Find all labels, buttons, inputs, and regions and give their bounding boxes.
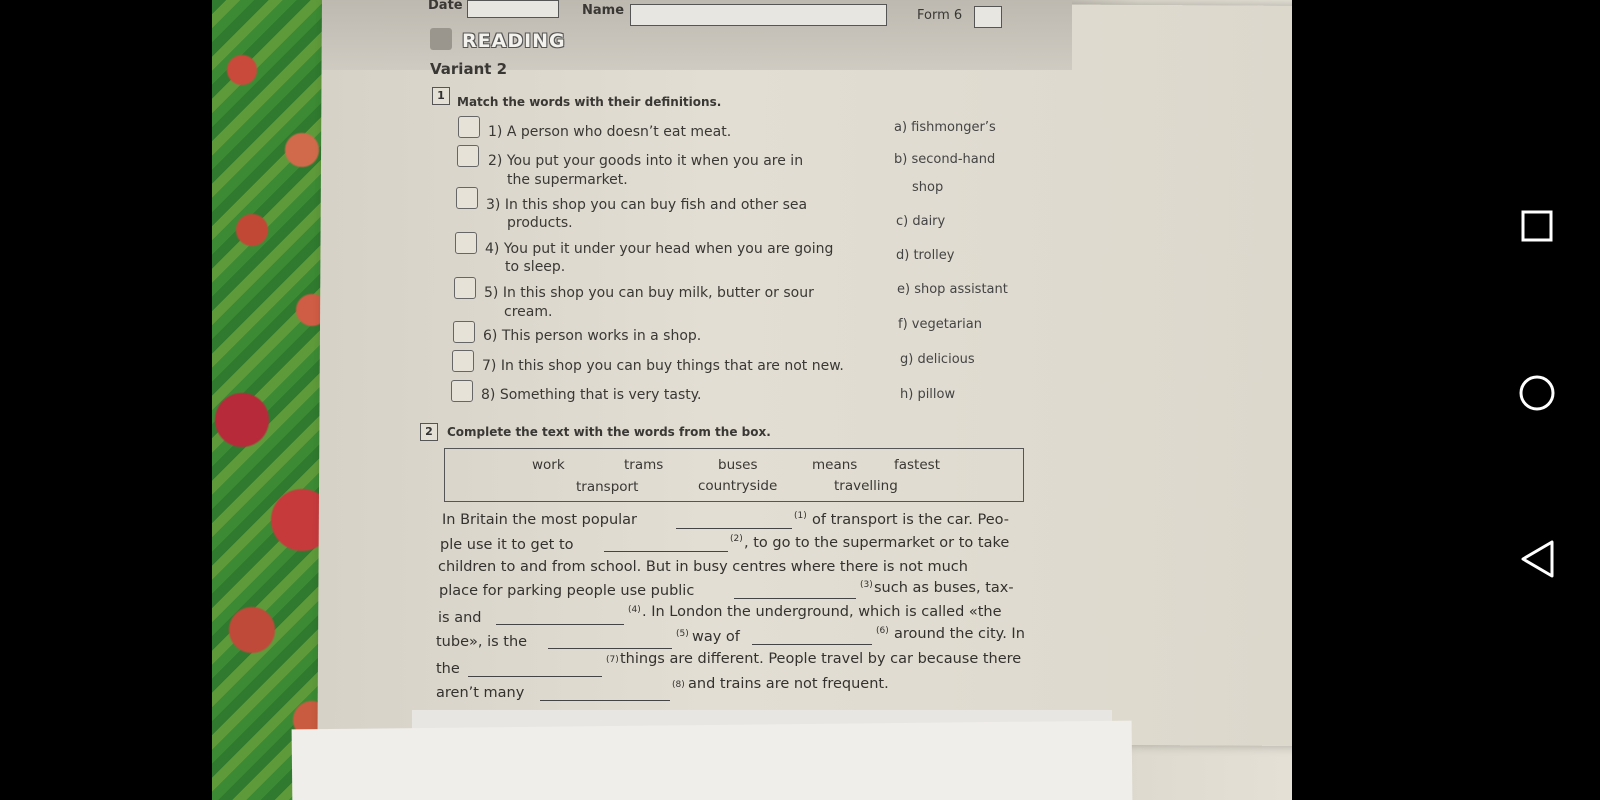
answer-box-4[interactable] — [455, 232, 477, 254]
text-line-6b: way of — [692, 629, 740, 645]
text-line-5a: is and — [438, 610, 482, 626]
name-field — [630, 4, 887, 26]
gap-6-number: (6) — [876, 626, 889, 636]
square-icon — [1521, 210, 1553, 242]
answer-box-2[interactable] — [457, 145, 479, 167]
gap-3[interactable] — [734, 598, 856, 599]
definition-b: b) second-hand — [894, 152, 996, 167]
date-field — [467, 0, 559, 18]
gap-2-number: (2) — [730, 534, 743, 544]
word-work: work — [532, 457, 565, 473]
name-label: Name — [582, 3, 625, 18]
section-title: READING — [462, 30, 566, 52]
text-line-2a: ple use it to get to — [440, 537, 574, 553]
variant-label: Variant 2 — [430, 60, 508, 78]
home-button[interactable] — [1518, 374, 1556, 416]
recents-button[interactable] — [1521, 210, 1553, 246]
text-line-5b: . In London the underground, which is called «the — [642, 604, 1002, 620]
form-field — [974, 6, 1002, 28]
item-5-cont: cream. — [504, 304, 553, 320]
gap-8-number: (8) — [672, 680, 685, 690]
item-4-cont: to sleep. — [505, 259, 566, 275]
definition-e: e) shop assistant — [897, 282, 1008, 297]
task2-instruction: Complete the text with the words from the box. — [447, 425, 771, 439]
word-travelling: travelling — [834, 478, 898, 494]
text-line-4a: place for parking people use public — [439, 583, 695, 599]
text-line-8a: aren’t many — [436, 685, 525, 701]
paper-sheet — [292, 721, 1133, 800]
text-line-1b: of transport is the car. Peo- — [812, 512, 1010, 528]
text-line-3: children to and from school. But in busy centres where there is not much — [438, 559, 968, 575]
text-line-7a: the — [436, 661, 460, 677]
answer-box-1[interactable] — [458, 116, 480, 138]
answer-box-6[interactable] — [453, 321, 475, 343]
definition-c: c) dairy — [896, 214, 946, 229]
answer-box-7[interactable] — [452, 350, 474, 372]
text-line-4b: such as buses, tax- — [874, 580, 1014, 596]
task1-instruction: Match the words with their definitions. — [457, 95, 722, 109]
gap-1[interactable] — [676, 528, 792, 529]
gap-1-number: (1) — [794, 511, 807, 521]
text-line-1a: In Britain the most popular — [442, 512, 638, 528]
back-button[interactable] — [1520, 540, 1556, 582]
item-2-cont: the supermarket. — [507, 172, 628, 188]
item-1: 1) A person who doesn’t eat meat. — [488, 124, 732, 140]
gap-6[interactable] — [752, 644, 872, 645]
answer-box-8[interactable] — [451, 380, 473, 402]
word-means: means — [812, 457, 858, 473]
definition-f: f) vegetarian — [898, 317, 982, 332]
item-5: 5) In this shop you can buy milk, butter or sour — [484, 285, 814, 301]
gap-8[interactable] — [540, 700, 670, 701]
word-countryside: countryside — [698, 478, 778, 494]
gap-4-number: (4) — [628, 605, 641, 615]
definition-b-cont: shop — [912, 180, 944, 195]
text-line-8b: and trains are not frequent. — [688, 676, 889, 692]
definition-d: d) trolley — [896, 248, 955, 263]
word-buses: buses — [718, 457, 758, 473]
answer-box-3[interactable] — [456, 187, 478, 209]
form-label: Form 6 — [917, 8, 963, 23]
definition-h: h) pillow — [900, 387, 956, 402]
section-icon — [430, 28, 452, 50]
text-line-6c: around the city. In — [894, 626, 1025, 642]
item-3-cont: products. — [507, 215, 573, 231]
gap-7-number: (7) — [606, 655, 619, 665]
gap-2[interactable] — [604, 551, 728, 552]
item-3: 3) In this shop you can buy fish and other sea — [486, 197, 808, 213]
definition-g: g) delicious — [900, 352, 975, 367]
item-7: 7) In this shop you can buy things that are not new. — [482, 358, 844, 374]
word-fastest: fastest — [894, 457, 940, 473]
worksheet-photo — [212, 0, 1292, 800]
item-6: 6) This person works in a shop. — [483, 328, 702, 344]
text-line-2b: , to go to the supermarket or to take — [744, 535, 1010, 551]
answer-box-5[interactable] — [454, 277, 476, 299]
item-8: 8) Something that is very tasty. — [481, 387, 702, 403]
item-2: 2) You put your goods into it when you are in — [488, 153, 804, 169]
gap-5-number: (5) — [676, 629, 689, 639]
definition-a: a) fishmonger’s — [894, 120, 996, 135]
gap-5[interactable] — [548, 648, 672, 649]
gap-3-number: (3) — [860, 580, 873, 590]
text-line-7b: things are different. People travel by car because there — [620, 651, 1022, 667]
task1-number: 1 — [432, 87, 450, 105]
date-label: Date — [428, 0, 463, 13]
text-line-6a: tube», is the — [436, 634, 528, 650]
item-4: 4) You put it under your head when you are going — [485, 241, 834, 257]
gap-7[interactable] — [468, 676, 602, 677]
task2-number: 2 — [420, 423, 438, 441]
word-trams: trams — [624, 457, 664, 473]
circle-icon — [1518, 374, 1556, 412]
triangle-back-icon — [1520, 540, 1556, 578]
word-transport: transport — [576, 479, 639, 495]
gap-4[interactable] — [496, 624, 624, 625]
